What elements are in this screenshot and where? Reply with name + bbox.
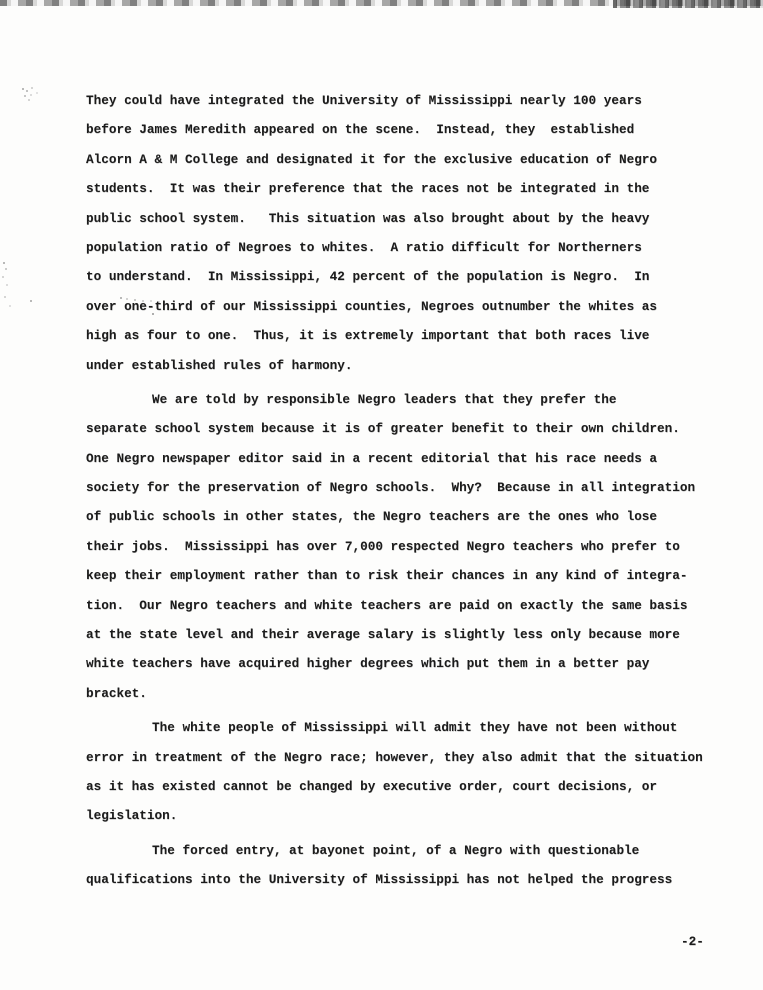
scan-artifact-top-right [613, 0, 763, 8]
typewritten-line: to understand. In Mississippi, 42 percent of the population is Negro. In [86, 269, 650, 285]
typewritten-line: One Negro newspaper editor said in a recent editorial that his race needs a [86, 450, 658, 466]
typewritten-line: as it has existed cannot be changed by executive order, court decisions, or [86, 778, 658, 794]
scan-speckle [30, 300, 32, 302]
typewritten-line: students. It was their preference that the races not be integrated in the [86, 181, 650, 197]
typewritten-line: bracket. [86, 685, 147, 701]
typewritten-line: of public schools in other states, the Negro teachers are the ones who lose [86, 509, 658, 525]
typewritten-line: under established rules of harmony. [86, 357, 353, 373]
typewritten-line: We are told by responsible Negro leaders that they prefer the [152, 391, 617, 407]
typewritten-line: Alcorn A & M College and designated it for the exclusive education of Negro [86, 151, 658, 167]
scan-speckle [22, 88, 24, 90]
typewritten-line: The forced entry, at bayonet point, of a Negro with questionable [152, 842, 640, 858]
typewritten-line: legislation. [86, 808, 178, 824]
page-number: -2- [681, 934, 704, 949]
typewritten-line: error in treatment of the Negro race; however, they also admit that the situation [86, 749, 703, 765]
typewritten-line: white teachers have acquired higher degrees which put them in a better pay [86, 656, 650, 672]
typewritten-line: high as four to one. Thus, it is extremely important that both races live [86, 328, 650, 344]
typewritten-line: public school system. This situation was also brought about by the heavy [86, 210, 650, 226]
typewritten-line: at the state level and their average salary is slightly less only because more [86, 627, 680, 643]
typewritten-line: their jobs. Mississippi has over 7,000 respected Negro teachers who prefer to [86, 538, 680, 554]
typewritten-line: population ratio of Negroes to whites. A ratio difficult for Northerners [86, 239, 642, 255]
typewritten-line: The white people of Mississippi will admit they have not been without [152, 720, 678, 736]
typewritten-line: over one-third of our Mississippi counties, Negroes outnumber the whites as [86, 298, 658, 314]
typewritten-line: tion. Our Negro teachers and white teachers are paid on exactly the same basis [86, 597, 688, 613]
typewritten-line: society for the preservation of Negro schools. Why? Because in all integration [86, 480, 696, 496]
scan-speckle [3, 262, 5, 264]
typewritten-line: before James Meredith appeared on the scene. Instead, they established [86, 122, 635, 138]
typewritten-line: qualifications into the University of Mississippi has not helped the progress [86, 872, 673, 888]
typewritten-line: They could have integrated the University of Mississippi nearly 100 years [86, 93, 642, 108]
typewritten-line: separate school system because it is of greater benefit to their own children. [86, 421, 680, 437]
typewritten-line: keep their employment rather than to risk their chances in any kind of integra- [86, 568, 688, 584]
document-body [86, 86, 746, 895]
